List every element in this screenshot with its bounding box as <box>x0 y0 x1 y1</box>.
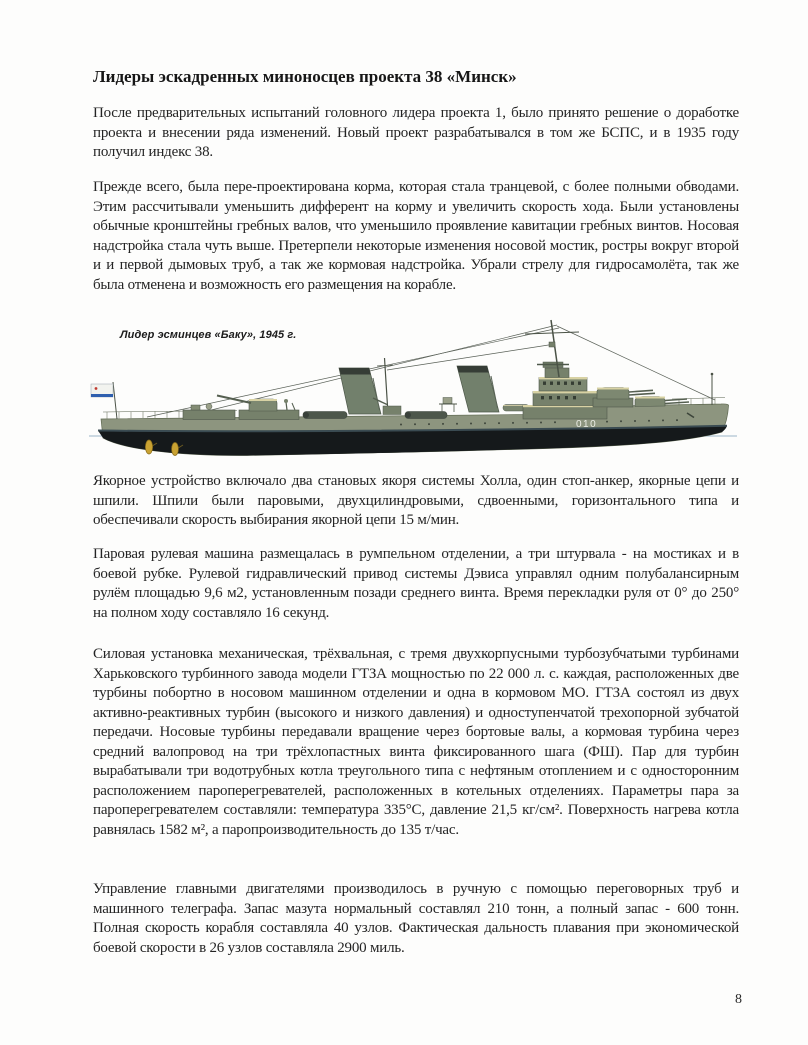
paragraph-5: Силовая установка механическая, трёхвальная, с тремя двухкорпусными турбозубчатыми турбинами Харьковского турбинного завода модели ГТЗА мощностью по 22 000 л. с. каждая, расположенных две турбины побортно в носовом машинном отделении и одна в кормовом МО. ГТЗА состоял из двух активно-реактивных турбин (высокого и низкого давления) и одноступенчатой трехопорной зубчатой передачи. Носовые турбины передавали вращение через бортовые валы, а кормовая турбина через средний валопровод на три трёхлопастных винта фиксированного шага (ФШ). Пар для турбин вырабатывали три водотрубных котла треугольного типа с нефтяным отоплением и с односторонним расположением пароперегревателей, расположенных в котельных отделениях. Параметры пара за пароперегревателем составляли: температура 335°С, давление 21,5 кг/см². Поверхность нагрева котла равнялась 1582 м², а паропроизводительность до 135 т/час. <box>93 646 739 838</box>
paragraph-2: Прежде всего, была пере-проектирована корма, которая стала транцевой, с более полными обводами. Этим рассчитывали уменьшить дифферент на корму и увеличить скорость хода. Были установлены обычные кронштейны гребных валов, что уменьшило проявление кавитации гребных винтов. Носовая надстройка стала чуть выше. Претерпели некоторые изменения носовой мостик, ростры вокруг второй и и первой дымовых труб, а так же кормовая надстройка. Убрали стрелу для гидросамолёта, так же была отменена и возможность его размещения на корабле. <box>93 179 739 293</box>
jackstaff <box>711 373 714 405</box>
paragraph-3: Якорное устройство включало два становых якоря системы Холла, один стоп-анкер, якорные цепи и шпили. Шпили были паровыми, двухцилиндровыми, сдвоенными, горизонтального типа и обеспечивали скорость выбирания якорной цепи 15 м/мин. <box>93 473 739 528</box>
paragraph-6: Управление главными двигателями производилось в ручную с помощью переговорных труб и машинного телеграфа. Запас мазута нормальный составлял 210 тонн, а полный запас - 600 тонн. Полная скорость корабля составляла 40 узлов. Фактическая дальность плавания при экономической боевой скорости в 26 узлов составляла 2900 миль. <box>93 881 739 956</box>
figure-caption: Лидер эсминцев «Баку», 1945 г. <box>120 329 297 341</box>
searchlight-platform <box>439 398 457 413</box>
page-number: 8 <box>735 992 742 1007</box>
funnel-aft <box>339 368 381 414</box>
paragraph-1: После предварительных испытаний головного лидера проекта 1, было принято решение о доработке проекта и внесении ряда изменений. Новый проект разрабатывался в том же БСПС, и в 1935 году получил индекс 38. <box>93 105 739 160</box>
ship-figure <box>87 318 739 460</box>
paragraph-4: Паровая рулевая машина размещалась в румпельном отделении, а три штурвала - на мостиках и в боевой рубке. Рулевой гидравлический привод системы Дэвиса управлял одним полубалансирным рулём площадью 9,6 м2, установленным позади среднего винта. Время перекладки руля от 0° до 250° на полном ходу составляло 16 секунд. <box>93 546 739 621</box>
torpedo-tubes-mid <box>405 412 447 419</box>
funnel-forward <box>457 366 499 412</box>
page-title: Лидеры эскадренных миноносцев проекта 38 «Минск» <box>93 67 517 86</box>
torpedo-tubes-aft <box>303 412 347 419</box>
searchlight-icon <box>206 404 212 410</box>
naval-ensign-flag <box>91 382 117 419</box>
bridge-superstructure <box>523 362 607 419</box>
mainmast <box>377 358 393 414</box>
hull-number: 010 <box>576 419 598 430</box>
